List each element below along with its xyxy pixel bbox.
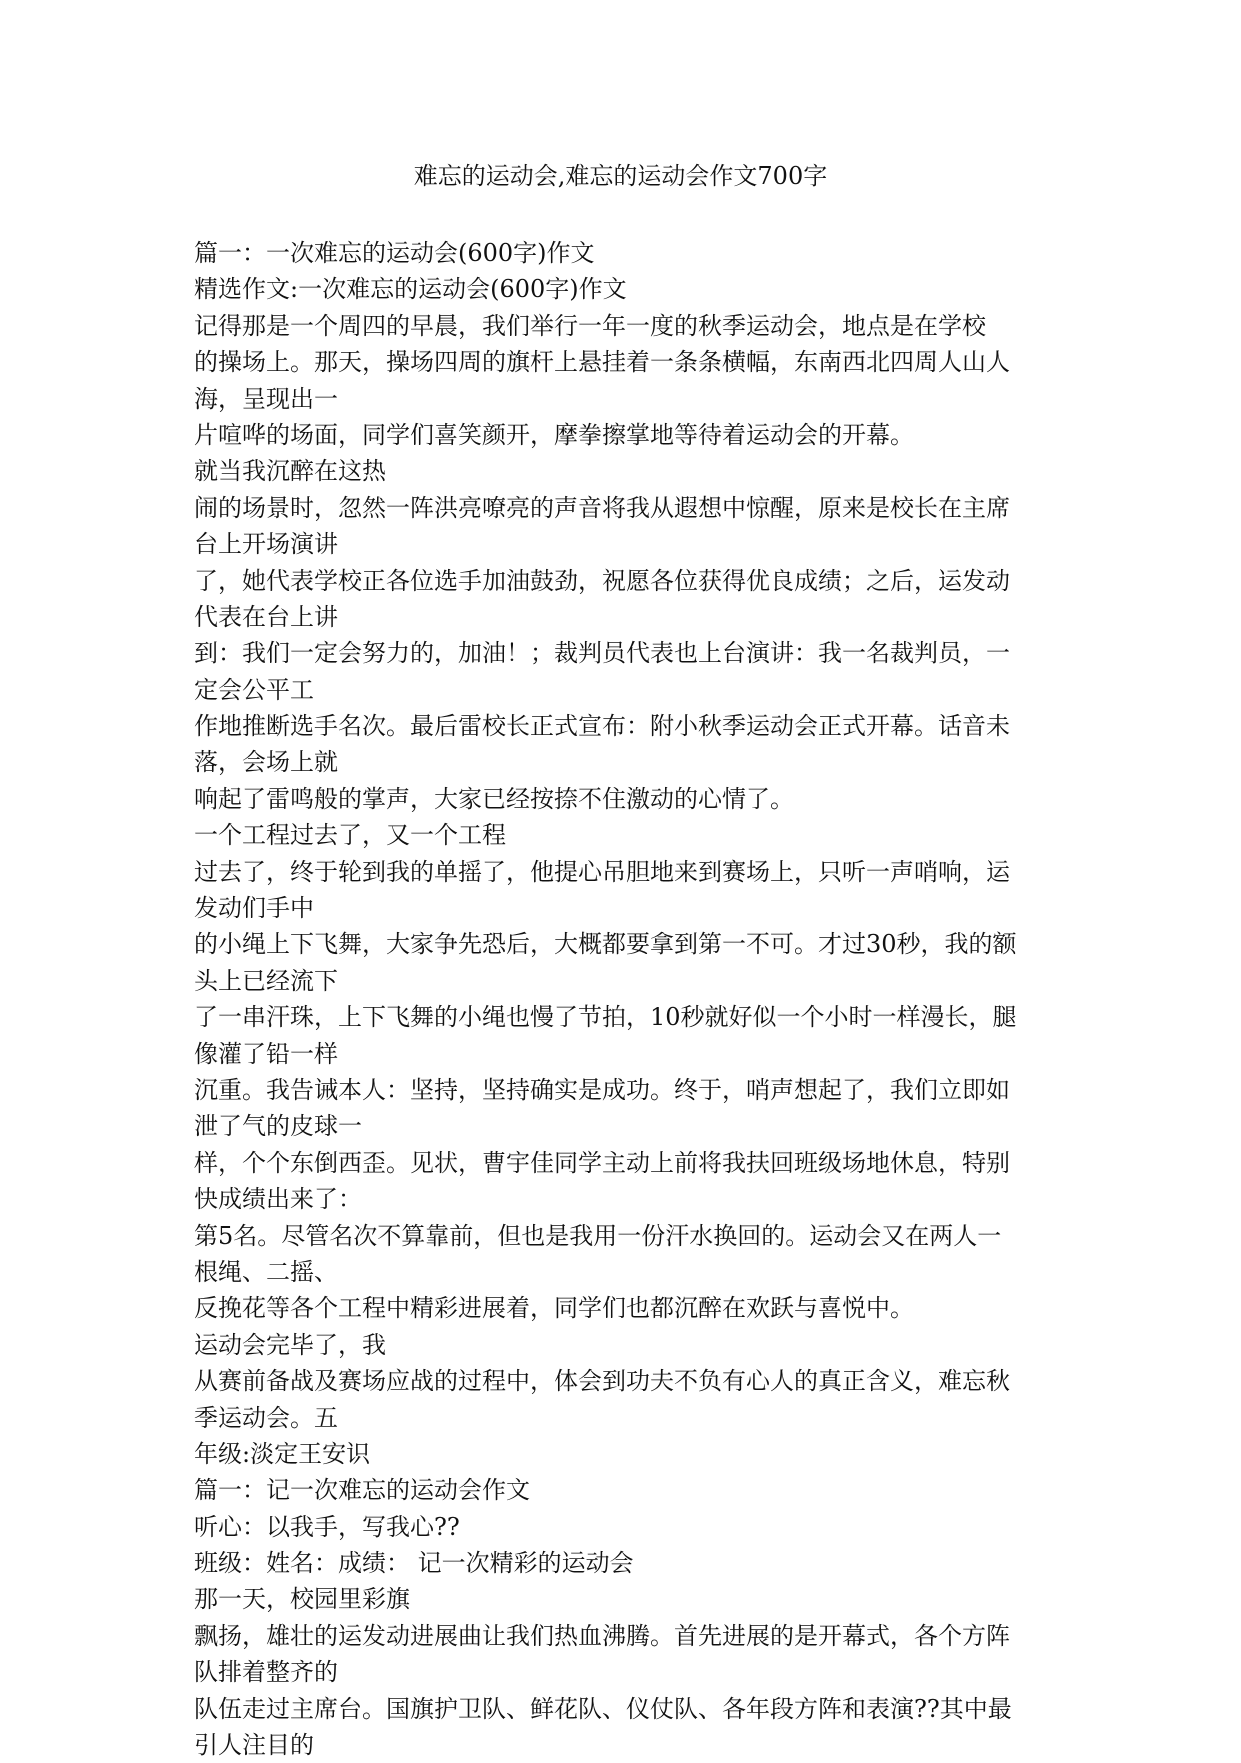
text-line: 运动会完毕了，我 — [194, 1330, 386, 1359]
text-line: 台上开场演讲 — [194, 530, 338, 559]
text-line: 样，个个东倒西歪。见状，曹宇佳同学主动上前将我扶回班级场地休息，特别 — [194, 1148, 1010, 1177]
text-line: 从赛前备战及赛场应战的过程中，体会到功夫不负有心人的真正含义，难忘秋 — [194, 1367, 1010, 1396]
text-line: 年级:淡定王安识 — [194, 1439, 371, 1468]
text-line: 代表在台上讲 — [194, 602, 338, 631]
text-line: 第5名。尽管名次不算靠前，但也是我用一份汗水换回的。运动会又在两人一 — [194, 1221, 1002, 1250]
text-line: 像灌了铅一样 — [194, 1039, 338, 1068]
text-line: 闹的场景时，忽然一阵洪亮嘹亮的声音将我从遐想中惊醒，原来是校长在主席 — [194, 493, 1010, 522]
text-line: 定会公平工 — [194, 675, 314, 704]
text-line: 海，呈现出一 — [194, 384, 338, 413]
text-line: 响起了雷鸣般的掌声，大家已经按捺不住激动的心情了。 — [194, 784, 794, 813]
text-line: 到：我们一定会努力的，加油！；裁判员代表也上台演讲：我一名裁判员，一 — [194, 639, 1010, 668]
text-line: 班级：姓名：成绩： 记一次精彩的运动会 — [194, 1549, 634, 1578]
text-line: 根绳、二摇、 — [194, 1257, 338, 1286]
text-line: 泄了气的皮球一 — [194, 1112, 362, 1141]
text-line: 了一串汗珠，上下飞舞的小绳也慢了节拍，10秒就好似一个小时一样漫长，腿 — [194, 1003, 1017, 1032]
text-line: 过去了，终于轮到我的单摇了，他提心吊胆地来到赛场上，只听一声哨响，运 — [194, 857, 1010, 886]
text-line: 飘扬，雄壮的运发动进展曲让我们热血沸腾。首先进展的是开幕式，各个方阵 — [194, 1621, 1010, 1650]
text-line: 一个工程过去了，又一个工程 — [194, 821, 506, 850]
text-line: 片喧哗的场面，同学们喜笑颜开，摩拳擦掌地等待着运动会的开幕。 — [194, 420, 914, 449]
text-line: 头上已经流下 — [194, 966, 338, 995]
text-line: 篇一：记一次难忘的运动会作文 — [194, 1476, 530, 1505]
text-line: 队排着整齐的 — [194, 1658, 338, 1687]
text-line: 作地推断选手名次。最后雷校长正式宣布：附小秋季运动会正式开幕。话音未 — [194, 712, 1010, 741]
text-line: 季运动会。五 — [194, 1403, 338, 1432]
text-line: 精选作文:一次难忘的运动会(600字)作文 — [194, 275, 627, 304]
text-line: 记得那是一个周四的早晨，我们举行一年一度的秋季运动会，地点是在学校 — [194, 311, 986, 340]
text-line: 的小绳上下飞舞，大家争先恐后，大概都要拿到第一不可。才过30秒，我的额 — [194, 930, 1017, 959]
text-line: 了，她代表学校正各位选手加油鼓劲，祝愿各位获得优良成绩；之后，运发动 — [194, 566, 1010, 595]
text-line: 反挽花等各个工程中精彩进展着，同学们也都沉醉在欢跃与喜悦中。 — [194, 1294, 914, 1323]
text-line: 落，会场上就 — [194, 748, 338, 777]
document-body — [194, 235, 1054, 1763]
text-line: 队伍走过主席台。国旗护卫队、鲜花队、仪仗队、各年段方阵和表演??其中最 — [194, 1694, 1012, 1723]
text-line: 沉重。我告诫本人：坚持，坚持确实是成功。终于，哨声想起了，我们立即如 — [194, 1075, 1010, 1104]
text-line: 听心：以我手，写我心?? — [194, 1512, 460, 1541]
text-line: 那一天，校园里彩旗 — [194, 1585, 410, 1614]
text-line: 篇一：一次难忘的运动会(600字)作文 — [194, 239, 595, 267]
text-line: 就当我沉醉在这热 — [194, 457, 386, 486]
text-line: 发动们手中 — [194, 894, 314, 923]
text-line: 快成绩出来了： — [194, 1185, 362, 1214]
text-line: 引人注目的 — [194, 1731, 314, 1760]
document-title: 难忘的运动会,难忘的运动会作文700字 — [413, 162, 828, 190]
text-line: 的操场上。那天，操场四周的旗杆上悬挂着一条条横幅，东南西北四周人山人 — [194, 348, 1010, 377]
